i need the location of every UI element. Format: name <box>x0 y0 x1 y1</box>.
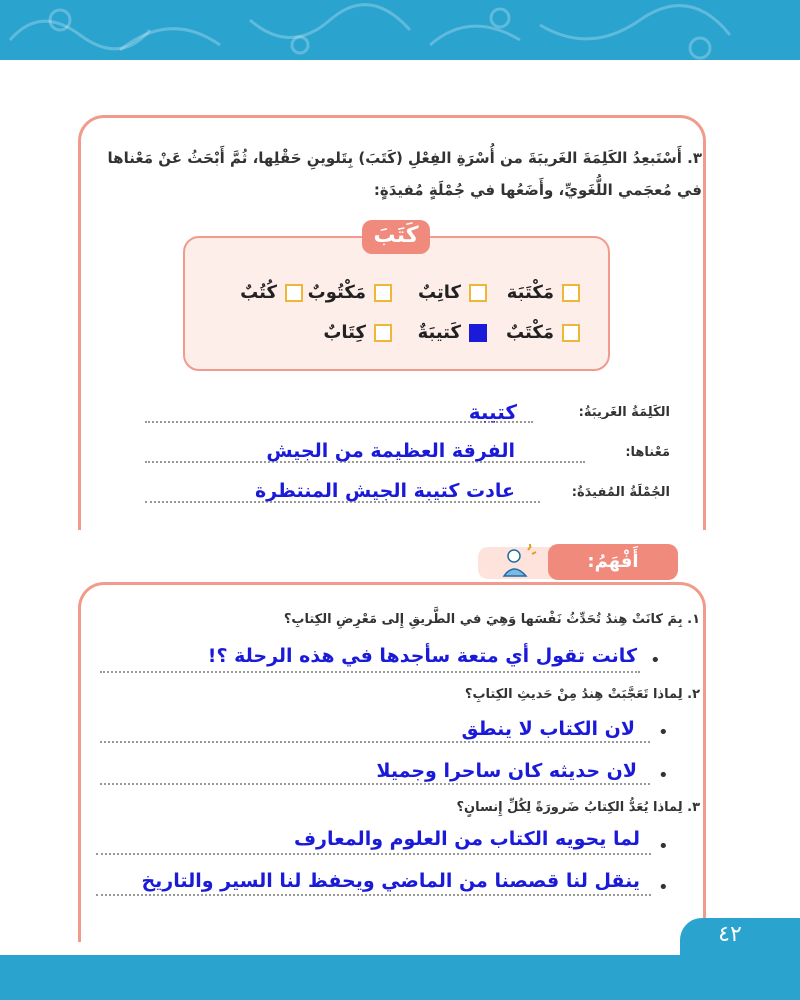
odd-word-answer[interactable]: كتيبة <box>468 400 517 424</box>
meaning-label: مَعْناها: <box>625 445 670 460</box>
thinking-person-icon <box>500 544 540 578</box>
checkbox[interactable] <box>562 324 580 342</box>
checkbox[interactable] <box>469 284 487 302</box>
question-2: ٢. لِماذا تَعَجَّبَتْ هِندُ مِنْ حَديثِ الكِتابِ؟ <box>464 687 700 702</box>
exercise-instruction: ٣. أَسْتَبعِدُ الكَلِمَةَ الغَريبَةَ من أُسْرَةِ الفِعْلِ (كَتَبَ) بِتَلوينِ حَقْلِها، ثُمَّ أَبْحَثُ عَنْ مَعْناها في مُعجَمي اللُّغَويِّ، وأَضَعُها في جُمْلَةٍ مُفيدَةٍ: <box>107 149 702 199</box>
word-label: مَكْتَبَة <box>506 282 554 303</box>
question-1: ١. بِمَ كانَتْ هِندُ تُحَدِّثُ نَفْسَها وَهِيَ في الطَّريقِ إِلى مَعْرِضِ الكِتابِ؟ <box>283 612 700 627</box>
page-number: ٤٢ <box>718 922 742 947</box>
answer-line <box>96 893 651 896</box>
bullet: • <box>658 836 669 857</box>
word-family-title: كَتَبَ <box>362 220 430 254</box>
word-option[interactable] <box>418 322 487 343</box>
word-label: كاتِبٌ <box>417 282 461 303</box>
word-label: مَكْتُوبٌ <box>307 282 366 303</box>
bullet: • <box>650 650 661 671</box>
calligraphy-pattern-icon <box>0 0 800 60</box>
checkbox-checked[interactable] <box>469 324 487 342</box>
word-label: كَتيبَةٌ <box>417 322 461 343</box>
answer-2-2[interactable]: لان حديثه كان ساحرا وجميلا <box>376 760 637 782</box>
word-label: كِتَابٌ <box>323 322 366 343</box>
question-3: ٣. لِماذا يُعَدُّ الكِتابُ ضَرورَةً لِكُلِّ إِنسانٍ؟ <box>456 800 700 815</box>
answer-3-1[interactable]: لما يحويه الكتاب من العلوم والمعارف <box>293 828 640 850</box>
checkbox[interactable] <box>562 284 580 302</box>
answer-2-1[interactable]: لان الكتاب لا ينطق <box>461 718 635 740</box>
word-option[interactable] <box>308 282 392 303</box>
sentence-label: الجُمْلَةُ المُفيدَةُ: <box>571 485 670 500</box>
odd-word-label: الكَلِمَةُ الغَريبَةُ: <box>578 405 670 420</box>
meaning-answer[interactable]: الفرقة العظيمة من الجيش <box>266 440 515 462</box>
word-family-box <box>183 236 610 371</box>
word-label: كُتُبٌ <box>240 282 277 303</box>
answer-1-1[interactable]: كانت تقول أي متعة سأجدها في هذه الرحلة ؟! <box>207 645 637 667</box>
checkbox[interactable] <box>285 284 303 302</box>
word-option[interactable] <box>240 282 303 303</box>
header-band <box>0 0 800 60</box>
word-option[interactable] <box>418 282 487 303</box>
bullet: • <box>658 722 669 743</box>
answer-line <box>100 740 650 743</box>
sentence-answer[interactable]: عادت كتيبة الجيش المنتظرة <box>254 480 515 502</box>
answer-line <box>100 782 650 785</box>
bullet: • <box>658 877 669 898</box>
checkbox[interactable] <box>374 324 392 342</box>
word-option[interactable] <box>323 322 392 343</box>
answer-3-2[interactable]: ينقل لنا قصصنا من الماضي ويحفظ لنا السير والتاريخ <box>141 870 640 892</box>
word-option[interactable] <box>506 322 580 343</box>
checkbox[interactable] <box>374 284 392 302</box>
word-option[interactable] <box>507 282 580 303</box>
word-label: مَكْتَبٌ <box>505 322 554 343</box>
answer-line <box>96 852 651 855</box>
bullet: • <box>658 765 669 786</box>
answer-line <box>100 670 640 673</box>
footer-band <box>0 955 800 1000</box>
section-badge: أَفْهَمُ: <box>548 544 678 580</box>
